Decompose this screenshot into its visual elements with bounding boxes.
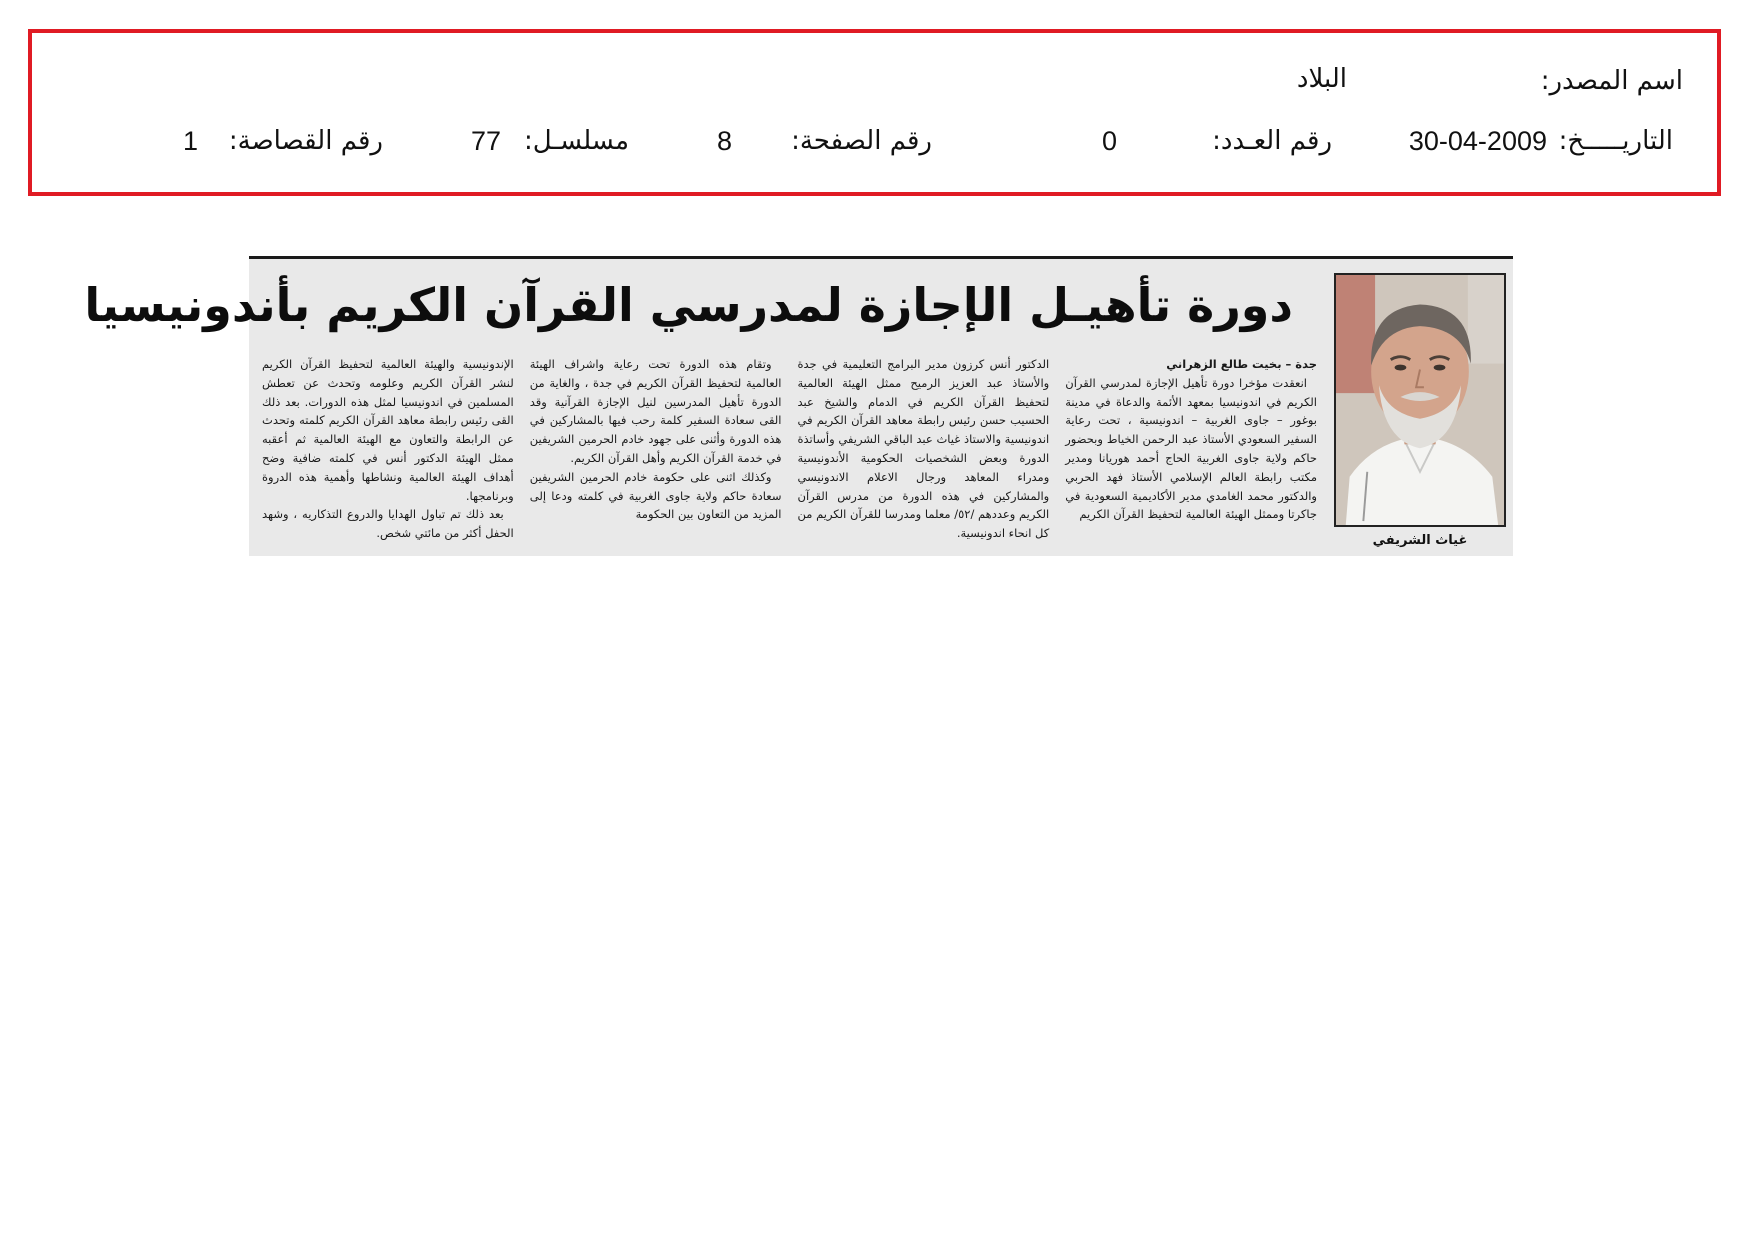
column-2-paragraph-1: الدكتور أنس كرزون مدير البرامج التعليمية في جدة والأستاذ عبد العزيز الرميح ممثل الهيئة العالمية لتحفيظ القرآن الكريم في الدمام والشيخ عبد الحسيب حسن رئيس رابطة معاهد القرآن الكريم في اندونيسية والاستاذ غياث عبد الباقي الشريفي وأساتذة الدورة وبعض الشخصيات الحكومية الأندونيسية ومدراء المعاهد ورجال الاعلام الاندونيسي والمشاركين في هذه الدورة من مدرس القرآن الكريم وعددهم /٥٢/ معلما ومدرسا للقرآن الكريم من كل انحاء اندونيسية. (797, 357, 1050, 541)
page-number-value: 8 (716, 126, 732, 156)
source-label: اسم المصدر: (1540, 66, 1683, 96)
column-3-paragraph-1: وتقام هذه الدورة تحت رعاية واشراف الهيئة العالمية لتحفيظ القرآن الكريم في جدة ، والغاية من الدورة تأهيل المدرسين لنيل الإجازة القرآنية وقد القى سعادة السفير كلمة رحب فيها بالمشاركين في هذه الدورة وأثنى على جهود خادم الحرمين الشريفين في خدمة القرآن الكريم وأهل القرآن الكريم. (529, 357, 782, 465)
serial-value: 77 (470, 126, 501, 156)
date-label: التاريـــــخ: (1558, 126, 1673, 156)
article-headline: دورة تأهيـل الإجازة لمدرسي القرآن الكريم بأندونيسيا (84, 278, 1293, 332)
portrait-illustration (1336, 275, 1504, 525)
photo-caption: غياث الشريفي (1372, 533, 1468, 548)
column-1-paragraph-1: انعقدت مؤخرا دورة تأهيل الإجازة لمدرسي القرآن الكريم في اندونيسيا بمعهد الأئمة والدعاة في مدينة بوغور – جاوى الغربية – اندونيسية ، تحت رعاية السفير السعودي الأستاذ عبد الرحمن الخياط وبحضور حاكم ولاية جاوى الغربية الحاج أحمد هوريانا ومدير مكتب رابطة العالم الإسلامي الأستاذ فهد الحربي والدكتور محمد الغامدي مدير الأكاديمية السعودية في جاكرتا وممثل الهيئة العالمية لتحفيظ القرآن الكريم (1065, 375, 1317, 522)
source-value: البلاد (1296, 64, 1347, 94)
clipping-metadata-box (28, 29, 1721, 196)
column-4-paragraph-1: الإندونيسية والهيئة العالمية لتحفيظ القرآن الكريم لنشر القرآن الكريم وعلومه وتحدث عن تعطش المسلمين في اندونيسيا لمثل هذه الدورات. بعد ذلك القى رئيس رابطة معاهد القرآن الكريم كلمته وتحدث عن الرابطة والتعاون مع الهيئة العالمية ثم أعقبه ممثل الهيئة الدكتور أنس في كلمته ضافية وضح أهداف الهيئة العالمية ونشاطها وأهمية هذه الدروة وبرنامجها. (262, 357, 514, 503)
serial-label: مسلسـل: (524, 126, 629, 156)
clip-number-value: 1 (182, 126, 198, 156)
article-byline: جدة – بخيت طالع الزهراني (1166, 357, 1317, 371)
article-column-1 (1065, 355, 1317, 551)
column-3-paragraph-2: وكذلك اثنى على حكومة خادم الحرمين الشريفين سعادة حاكم ولاية جاوى الغربية في كلمته ودعا إلى المزيد من التعاون بين الحكومة (529, 469, 782, 522)
portrait-photo (1334, 273, 1506, 527)
newspaper-clipping (84, 256, 1513, 556)
article-column-4 (262, 355, 514, 551)
article-column-2 (798, 355, 1050, 551)
article-column-3 (530, 355, 782, 551)
issue-number-label: رقم العـدد: (1212, 126, 1332, 156)
column-4-paragraph-2: بعد ذلك تم تباول الهدايا والدروع التذكاريه ، وشهد الحفل أكثر من مائتي شخص. (262, 507, 514, 541)
article-body (262, 355, 1317, 551)
page-number-label: رقم الصفحة: (791, 126, 932, 156)
date-value: 30-04-2009 (1408, 126, 1547, 156)
issue-number-value: 0 (1101, 126, 1117, 156)
clip-number-label: رقم القصاصة: (228, 126, 383, 156)
